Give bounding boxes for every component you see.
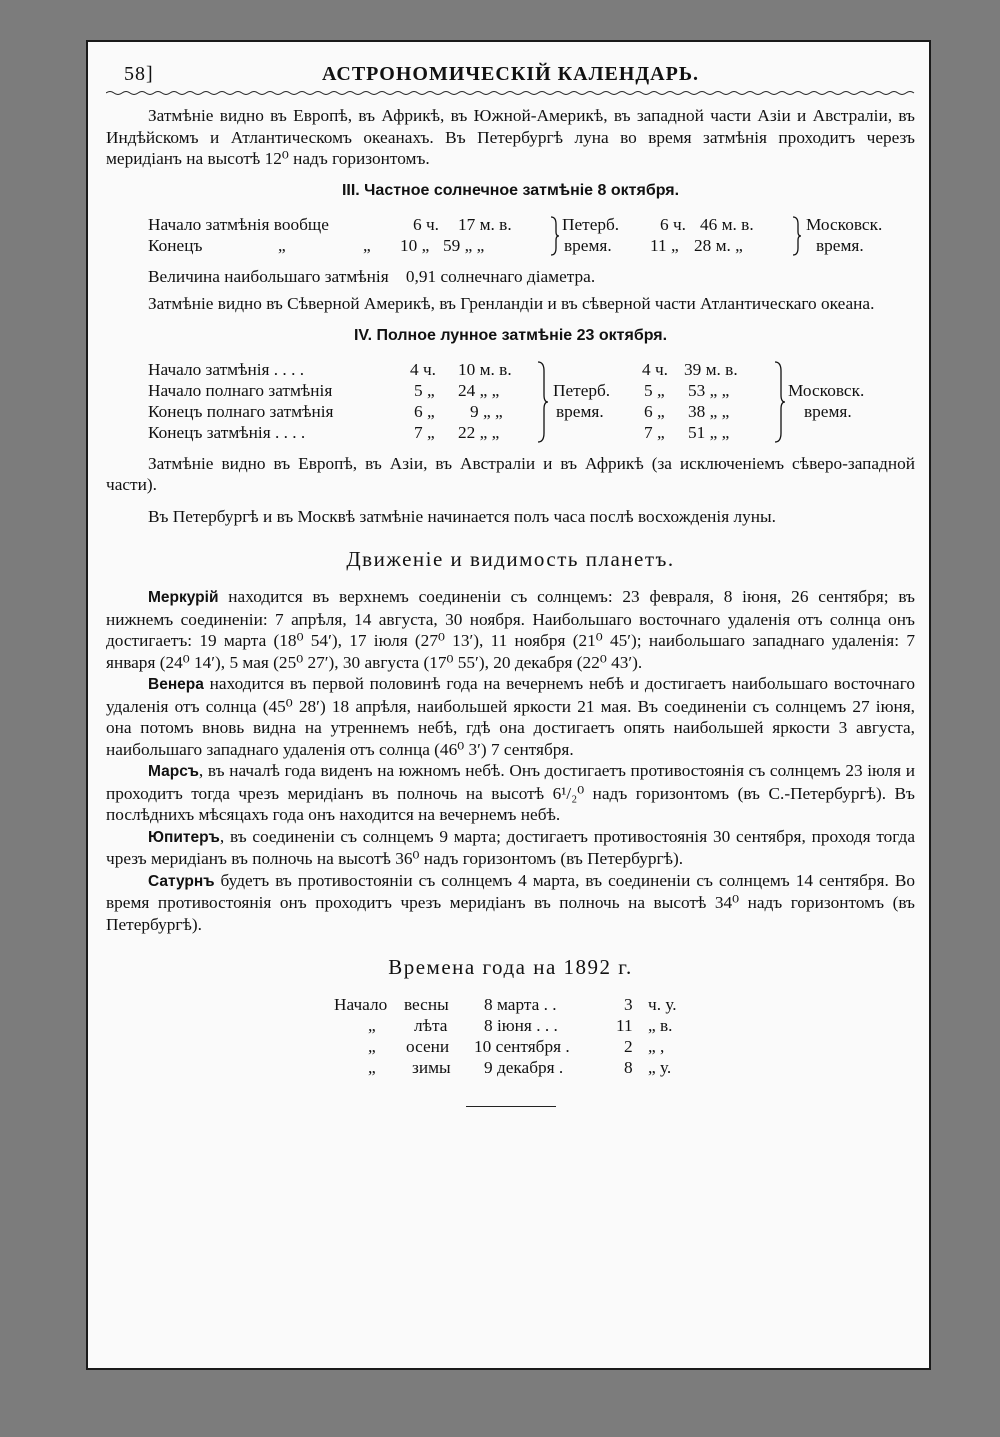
- section3-visibility: Затмѣніе видно въ Сѣверной Америкѣ, въ Гренландіи и въ сѣверной части Атлантическаго океана.: [148, 294, 875, 313]
- peterb-label: Петерб.: [553, 380, 611, 400]
- section4-table: [148, 359, 915, 443]
- moscow-minute: 28 м. „: [694, 235, 743, 255]
- moscow-minute: 38 „ „: [688, 401, 730, 421]
- brace: [774, 361, 786, 443]
- table-row: [334, 994, 915, 1015]
- season-unit: ч. у.: [648, 995, 677, 1014]
- table-row: [148, 401, 915, 422]
- moscow-hour: 7 „: [644, 422, 665, 442]
- season-prefix: „: [368, 1037, 376, 1056]
- minute: 17 м. в.: [458, 214, 512, 234]
- planet-mercury: [106, 586, 915, 673]
- moscow-hour: 5 „: [644, 380, 665, 400]
- row-label: Начало полнаго затмѣнія: [148, 380, 333, 400]
- peterb-label: время.: [564, 235, 612, 255]
- planet-mars: [106, 760, 915, 826]
- row-label: Начало затмѣнія вообще: [148, 214, 329, 234]
- hour: 4 ч.: [410, 359, 436, 379]
- season-unit: „ у.: [648, 1058, 672, 1077]
- season-date: 8 марта . .: [484, 995, 557, 1014]
- hour: 6 „: [414, 401, 435, 421]
- planet-name: Венера: [148, 676, 204, 693]
- section4-note: Въ Петербургѣ и въ Москвѣ затмѣніе начинается полъ часа послѣ восхожденія луны.: [148, 506, 776, 526]
- season-prefix: Начало: [334, 995, 388, 1014]
- ditto-mark: „: [278, 235, 286, 255]
- peterb-label: время.: [556, 401, 604, 421]
- planet-text: , въ началѣ года виденъ на южномъ небѣ. Онъ достигаетъ противостоянія съ солнцемъ 23 іюля и проходитъ тогда чрезъ меридіанъ въ полночь на высотѣ 6¹/₂⁰ надъ горизонтомъ (въ С.-Петербургѣ). Въ послѣднихъ мѣсяцахъ года онъ находится на вечернемъ небѣ.: [106, 761, 915, 824]
- planet-text: находится въ верхнемъ соединеніи съ солнцемъ: 23 февраля, 8 іюня, 26 сентября; въ нижнемъ соединеніи: 7 апрѣля, 14 августа, 30 ноября. Наибольшаго восточнаго удаленія отъ солнца онъ достигаетъ: 19 марта (18⁰ 54′), 17 іюля (27⁰ 13′), 11 ноября (21⁰ 45′); наибольшаго западнаго удаленія: 7 января (24⁰ 14′), 5 мая (25⁰ 27′), 30 августа (17⁰ 55′), 20 декабря (22⁰ 43′).: [106, 587, 915, 672]
- moscow-label: время.: [804, 401, 852, 421]
- planet-text: , въ соединеніи съ солнцемъ 9 марта; достигаетъ противостоянія 30 сентября, проходя тогда чрезъ меридіанъ въ полночь на высотѣ 36⁰ надъ горизонтомъ (въ Петербургѣ).: [106, 826, 915, 868]
- season-hour: 8: [624, 1058, 633, 1077]
- moscow-label: время.: [816, 235, 864, 255]
- moscow-minute: 53 „ „: [688, 380, 730, 400]
- season-date: 9 декабря .: [484, 1058, 564, 1077]
- moscow-label: Московск.: [806, 214, 883, 234]
- planet-text: будетъ въ противостояніи съ солнцемъ 4 марта, въ соединеніи съ солнцемъ 14 сентября. Во время противостоянія онъ проходитъ чрезъ меридіанъ въ полночь на высотѣ 34⁰ надъ горизонтомъ (въ Петербургѣ).: [106, 870, 915, 934]
- table-row: [148, 422, 915, 443]
- hour: 10 „: [400, 235, 430, 255]
- season-hour: 2: [624, 1037, 633, 1056]
- section3-table: [148, 214, 915, 256]
- peterb-label: Петерб.: [562, 214, 620, 234]
- page-content: [106, 57, 915, 1107]
- row-label: Конецъ затмѣнія . . . .: [148, 422, 306, 442]
- hour: 7 „: [414, 422, 435, 442]
- moscow-minute: 51 „ „: [688, 422, 730, 442]
- season-name: осени: [406, 1037, 450, 1056]
- planet-saturn: [106, 870, 915, 936]
- intro-paragraph: Затмѣніе видно въ Европѣ, въ Африкѣ, въ Южной-Америкѣ, въ западной части Азіи и Австраліи, въ Индѣйскомъ и Атлантическомъ океанахъ. Въ Петербургѣ луна во время затмѣнія проходитъ черезъ меридіанъ на высотѣ 12⁰ надъ горизонтомъ.: [106, 106, 915, 168]
- seasons-heading: Времена года на 1892 г.: [388, 955, 633, 979]
- moscow-label: Московск.: [788, 380, 865, 400]
- season-hour: 3: [624, 995, 633, 1014]
- table-row: [334, 1057, 915, 1078]
- brace: [550, 216, 560, 256]
- book-page: [86, 40, 931, 1370]
- moscow-hour: 11 „: [650, 235, 679, 255]
- table-row: [148, 359, 915, 380]
- season-date: 10 сентября .: [474, 1037, 570, 1056]
- planet-name: Сатурнъ: [148, 872, 215, 890]
- season-hour: 11: [616, 1016, 633, 1035]
- season-name: весны: [404, 995, 449, 1014]
- moscow-minute: 39 м. в.: [684, 359, 738, 379]
- row-label: Конецъ: [148, 235, 203, 255]
- magnitude-line: Величина наибольшаго затмѣнія 0,91 солнечнаго діаметра.: [148, 266, 596, 286]
- planets-heading: Движеніе и видимость планетъ.: [346, 547, 675, 571]
- season-name: лѣта: [414, 1016, 448, 1035]
- season-prefix: „: [368, 1058, 376, 1077]
- season-date: 8 іюня . . .: [484, 1016, 558, 1035]
- row-label: Начало затмѣнія . . . .: [148, 359, 305, 379]
- hour: 6 ч.: [413, 214, 439, 234]
- table-row: [148, 380, 915, 401]
- table-row: [334, 1036, 915, 1057]
- seasons-table: [334, 994, 915, 1078]
- hour: 5 „: [414, 380, 435, 400]
- section4-heading: IV. Полное лунное затмѣніе 23 октября.: [353, 326, 668, 344]
- brace: [792, 216, 802, 256]
- planet-venus: [106, 673, 915, 760]
- planet-name: Юпитеръ: [148, 828, 220, 846]
- table-row: [334, 1015, 915, 1036]
- minute: 22 „ „: [458, 422, 500, 442]
- moscow-hour: 6 „: [644, 401, 665, 421]
- moscow-hour: 4 ч.: [642, 359, 668, 379]
- closing-rule: [466, 1106, 556, 1107]
- season-unit: „ в.: [648, 1016, 673, 1035]
- ditto-mark: „: [363, 235, 371, 255]
- brace: [537, 361, 549, 443]
- moscow-hour: 6 ч.: [660, 214, 686, 234]
- running-title: АСТРОНОМИЧЕСКІЙ КАЛЕНДАРЬ.: [321, 63, 700, 85]
- section4-visibility: Затмѣніе видно въ Европѣ, въ Азіи, въ Австраліи и въ Африкѣ (за исключеніемъ сѣверо-западной части).: [106, 453, 915, 494]
- planet-name: Меркурій: [148, 589, 219, 606]
- section3-heading: III. Частное солнечное затмѣніе 8 октября.: [341, 181, 680, 199]
- minute: 9 „ „: [470, 401, 503, 421]
- season-unit: „ ,: [648, 1037, 665, 1056]
- minute: 10 м. в.: [458, 359, 512, 379]
- row-label: Конецъ полнаго затмѣнія: [148, 401, 334, 421]
- page-number: 58]: [124, 63, 154, 85]
- season-name: зимы: [412, 1058, 451, 1077]
- season-prefix: „: [368, 1016, 376, 1035]
- moscow-minute: 46 м. в.: [700, 214, 754, 234]
- minute: 24 „ „: [458, 380, 500, 400]
- planet-text: находится въ первой половинѣ года на вечернемъ небѣ и достигаетъ наибольшаго восточнаго удаленія отъ солнца (45⁰ 28′) 18 апрѣля, наибольшей яркости 21 мая. Въ соединеніи съ солнцемъ 27 іюня, она потомъ вновь видна на утреннемъ небѣ, гдѣ она достигаетъ опять наибольшей яркости 3 августа, наибольшаго западнаго удаленія отъ солнца (46⁰ 3′) 7 сентября.: [106, 674, 915, 759]
- page-header: [106, 57, 915, 87]
- planet-jupiter: [106, 826, 915, 870]
- minute: 59 „ „: [443, 235, 485, 255]
- wavy-rule: [106, 90, 916, 96]
- planet-name: Марсъ: [148, 763, 199, 780]
